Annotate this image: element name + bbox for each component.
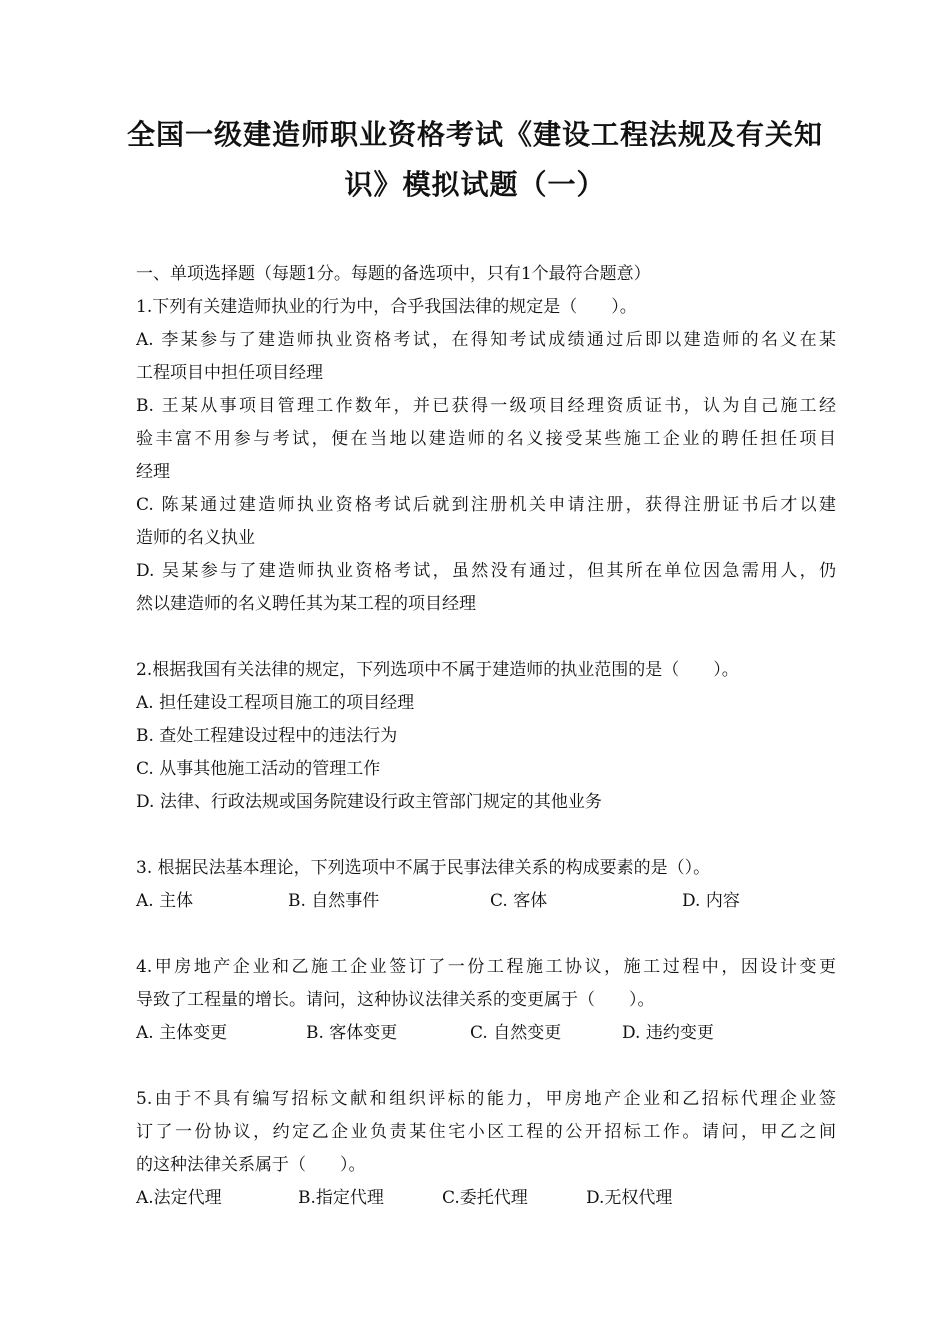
option-b-line: 经理 <box>136 462 170 482</box>
option-c-line: 造师的名义执业 <box>136 528 255 548</box>
question-stem: 4.甲房地产企业和乙施工企业签订了一份工程施工协议，施工过程中，因设计变更 <box>136 957 836 977</box>
question-3 <box>136 852 836 918</box>
question-stem: 3. 根据民法基本理论，下列选项中不属于民事法律关系的构成要素的是（）。 <box>136 858 711 878</box>
question-spacer <box>136 918 836 951</box>
option-c: C. 客体 <box>490 891 548 911</box>
document-title <box>110 110 840 210</box>
question-stem: 5.由于不具有编写招标文献和组织评标的能力，甲房地产企业和乙招标代理企业签 <box>136 1089 836 1109</box>
option-b-line: B. 王某从事项目管理工作数年，并已获得一级项目经理资质证书，认为自己施工经 <box>136 396 836 416</box>
question-spacer <box>136 819 836 852</box>
inline-options <box>136 885 836 918</box>
option-a-line: A. 担任建设工程项目施工的项目经理 <box>136 693 415 713</box>
inline-options <box>136 1017 836 1050</box>
question-4 <box>136 951 836 1050</box>
option-d: D. 违约变更 <box>622 1023 714 1043</box>
question-stem: 导致了工程量的增长。请问，这种协议法律关系的变更属于（ ）。 <box>136 990 655 1010</box>
option-b: B. 自然事件 <box>288 891 380 911</box>
document-body <box>136 258 836 1215</box>
option-a: A. 主体 <box>136 891 194 911</box>
option-c: C. 自然变更 <box>470 1023 562 1043</box>
question-1 <box>136 291 836 621</box>
option-b: B. 客体变更 <box>306 1023 398 1043</box>
question-spacer <box>136 1050 836 1083</box>
option-b: B.指定代理 <box>298 1188 384 1208</box>
option-a-line: A. 李某参与了建造师执业资格考试，在得知考试成绩通过后即以建造师的名义在某 <box>136 330 836 350</box>
question-stem: 2.根据我国有关法律的规定，下列选项中不属于建造师的执业范围的是（ ）。 <box>136 660 739 680</box>
question-stem: 订了一份协议，约定乙企业负责某住宅小区工程的公开招标工作。请问，甲乙之间 <box>136 1122 836 1142</box>
title-line-2: 识》模拟试题（一） <box>344 168 606 201</box>
question-stem: 的这种法律关系属于（ ）。 <box>136 1155 366 1175</box>
option-d-line: 然以建造师的名义聘任其为某工程的项目经理 <box>136 594 476 614</box>
option-c-line: C. 陈某通过建造师执业资格考试后就到注册机关申请注册，获得注册证书后才以建 <box>136 495 836 515</box>
option-c-line: C. 从事其他施工活动的管理工作 <box>136 759 381 779</box>
option-c: C.委托代理 <box>442 1188 528 1208</box>
inline-options <box>136 1182 836 1215</box>
question-spacer <box>136 621 836 654</box>
option-b-line: B. 查处工程建设过程中的违法行为 <box>136 726 398 746</box>
question-stem: 1.下列有关建造师执业的行为中，合乎我国法律的规定是（ ）。 <box>136 297 637 317</box>
option-d: D. 内容 <box>682 891 740 911</box>
option-a: A.法定代理 <box>136 1188 222 1208</box>
option-d-line: D. 法律、行政法规或国务院建设行政主管部门规定的其他业务 <box>136 792 602 812</box>
question-5 <box>136 1083 836 1215</box>
option-b-line: 验丰富不用参与考试，便在当地以建造师的名义接受某些施工企业的聘任担任项目 <box>136 429 836 449</box>
question-2 <box>136 654 836 819</box>
option-d-line: D. 吴某参与了建造师执业资格考试，虽然没有通过，但其所在单位因急需用人，仍 <box>136 561 836 581</box>
option-a-line: 工程项目中担任项目经理 <box>136 363 323 383</box>
section-heading: 一、单项选择题（每题1分。每题的备选项中，只有1个最符合题意） <box>136 264 651 284</box>
title-line-1: 全国一级建造师职业资格考试《建设工程法规及有关知 <box>126 118 823 151</box>
option-a: A. 主体变更 <box>136 1023 228 1043</box>
option-d: D.无权代理 <box>586 1188 673 1208</box>
